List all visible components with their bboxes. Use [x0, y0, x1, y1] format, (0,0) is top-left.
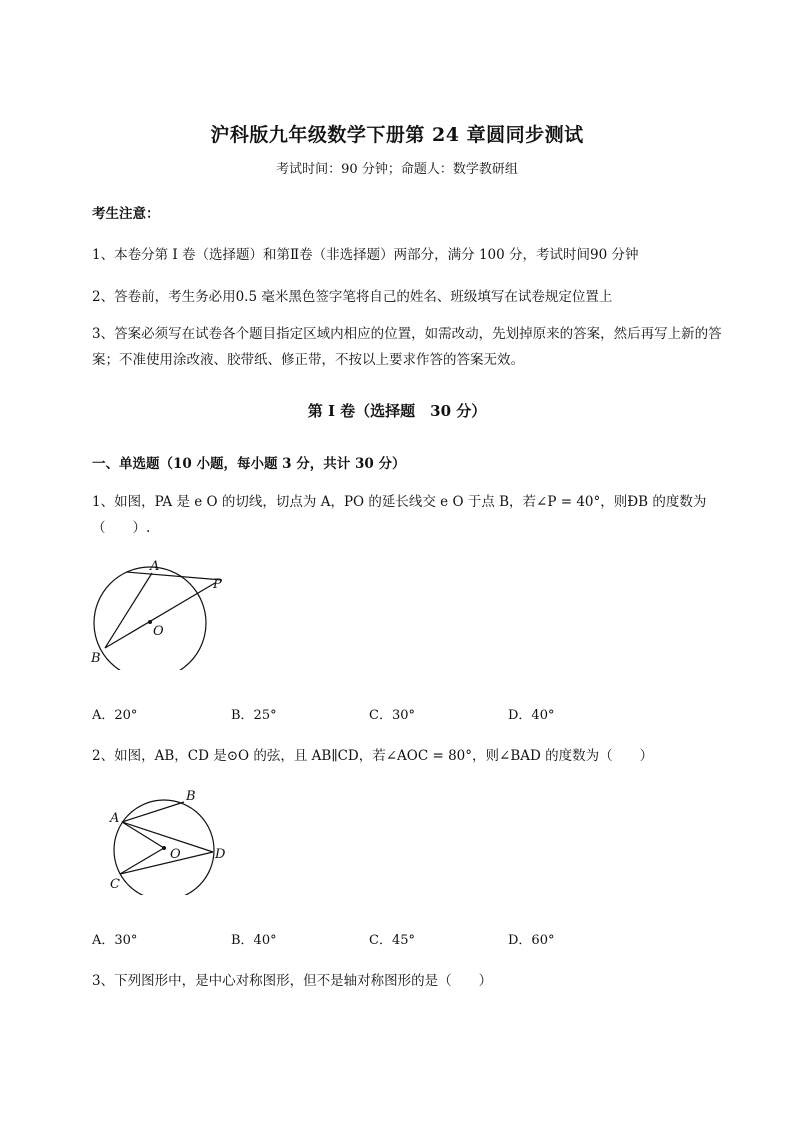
chord-ab [105, 573, 152, 648]
q2-option-b: B．40° [231, 933, 277, 948]
q2-option-a: A．30° [92, 933, 138, 948]
part-heading: 一、单选题（10 小题，每小题 3 分，共计 30 分） [92, 456, 406, 472]
question-3-text: 3、下列图形中，是中心对称图形，但不是轴对称图形的是（ ） [92, 973, 493, 989]
q2-option-d: D．60° [508, 933, 555, 948]
line-ad [122, 822, 213, 852]
chord-cd [120, 852, 213, 874]
note-item-2: 2、答卷前，考生务必用0.5 毫米黑色签字笔将自己的姓名、班级填写在试卷规定位置上 [92, 289, 613, 305]
note-item-3: 3、答案必须写在试卷各个题目指定区域内相应的位置，如需改动，先划掉原来的答案，然后再写上新的答案；不准使用涂改液、胶带纸、修正带，不按以上要求作答的答案无效。 [92, 326, 722, 368]
label-a: A [110, 811, 120, 826]
label-a: A [150, 559, 160, 574]
radius-oc [120, 848, 164, 874]
label-p: P [213, 577, 222, 592]
q1-option-b: B．25° [231, 708, 277, 723]
question-2-figure [105, 785, 235, 895]
label-b: B [186, 789, 196, 804]
page-subtitle: 考试时间：90 分钟；命题人：数学教研组 [276, 162, 518, 177]
label-o: O [153, 624, 164, 639]
label-d: D [215, 847, 226, 862]
center-point [162, 846, 166, 850]
q1-option-d: D．40° [508, 708, 555, 723]
q1-option-a: A．20° [92, 708, 138, 723]
note-item-1: 1、本卷分第 I 卷（选择题）和第Ⅱ卷（非选择题）两部分，满分 100 分，考试时间90 分钟 [92, 247, 639, 263]
q1-option-c: C．30° [369, 708, 415, 723]
section-title: 第 I 卷（选择题 30 分） [307, 402, 487, 420]
circle-o [94, 567, 206, 670]
label-b: B [91, 651, 101, 666]
question-1-figure [85, 555, 245, 670]
page-title: 沪科版九年级数学下册第 24 章圆同步测试 [210, 124, 584, 146]
question-2-text: 2、如图，AB，CD 是⊙O 的弦，且 AB∥CD，若∠AOC = 80°，则∠BAD 的度数为（ ） [92, 748, 654, 764]
question-1-text: 1、如图，PA 是 e O 的切线，切点为 A，PO 的延长线交 e O 于点 B，若∠P = 40°，则ÐB 的度数为（ ）. [92, 494, 707, 536]
label-c: C [110, 877, 120, 892]
notes-heading: 考生注意： [92, 206, 160, 222]
q2-option-c: C．45° [369, 933, 415, 948]
label-o: O [170, 847, 181, 862]
center-point [148, 620, 152, 624]
tangent-line-pa [126, 572, 222, 580]
radius-oa [122, 822, 164, 848]
